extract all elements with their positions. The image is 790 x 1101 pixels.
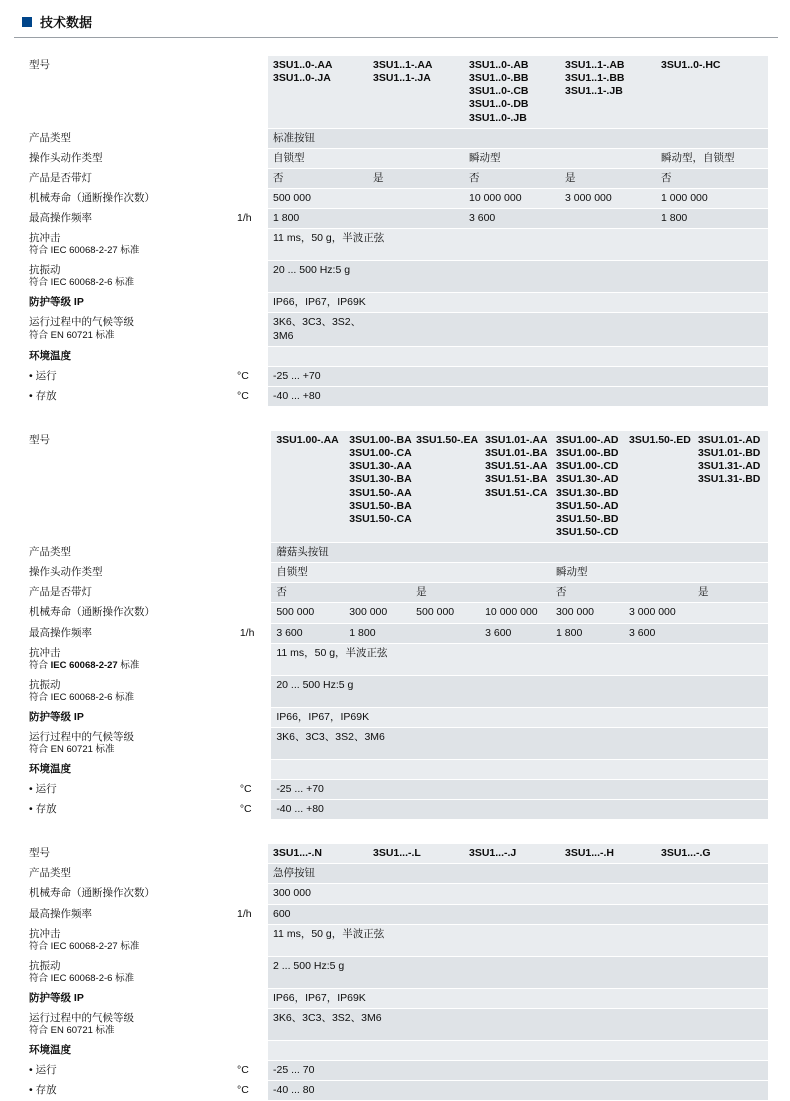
amb-temp-value (268, 346, 768, 366)
table-row-model (24, 56, 768, 128)
shock-label-std: IEC 60068-2-27 (50, 659, 118, 671)
row-label (24, 707, 235, 727)
shock-value: 11 ms，50 g，半波正弦 (271, 643, 768, 675)
max-freq-value: 1 800 (551, 623, 624, 643)
product-type-value: 标准按钮 (268, 128, 768, 148)
model-line: 3SU1.50-.EA (416, 434, 479, 446)
illuminated-value: 是 (560, 168, 656, 188)
row-label (24, 229, 232, 261)
row-label: 型号 (24, 844, 232, 864)
table-row-max-freq (24, 209, 768, 229)
actuator-value: 瞬动型 (464, 148, 656, 168)
row-label-line1: 抗冲击 (29, 646, 61, 659)
row-label (24, 956, 232, 988)
model-col-4 (560, 56, 656, 128)
row-label: 操作头动作类型 (24, 563, 235, 583)
row-label-line1: 抗振动 (29, 678, 61, 691)
illuminated-value: 否 (464, 168, 560, 188)
mech-life-value: 500 000 (411, 603, 480, 623)
spec-table-3-wrapper (24, 844, 768, 1101)
model-line: 3SU1..0-.JB (469, 111, 527, 124)
model-line: 3SU1..1-.AB (565, 59, 625, 71)
table-row-ip (24, 707, 768, 727)
row-label-line2: 符合 EN 60721 标准 (29, 329, 115, 341)
row-label (24, 988, 232, 1008)
row-label: • 运行 (24, 366, 232, 386)
row-unit (232, 293, 268, 313)
row-label (24, 313, 232, 346)
row-unit: °C (232, 1060, 268, 1080)
table-row-temp-operation (24, 779, 768, 799)
model-line: 3SU1.51-.AA (485, 460, 548, 473)
model-line: 3SU1.31-.BD (697, 473, 761, 486)
model-line: 3SU1.01-.BD (697, 447, 761, 460)
row-label-line1: 运行过程中的气候等级 (29, 1011, 134, 1024)
table-row-vibration (24, 261, 768, 293)
temp-storage-value: -40 ... 80 (268, 1081, 768, 1101)
ip-value: IP66，IP67，IP69K (268, 293, 768, 313)
row-label (24, 1040, 232, 1060)
model-col-1: 3SU1...-.N (268, 844, 368, 864)
model-line: 3SU1.00-.AA (276, 434, 339, 446)
mech-life-value: 3 000 000 (560, 189, 656, 209)
product-type-value: 蘑菇头按钮 (271, 543, 768, 563)
mech-life-value: 10 000 000 (464, 189, 560, 209)
row-unit (232, 1008, 268, 1040)
row-label-line1: 运行过程中的气候等级 (29, 730, 134, 743)
row-unit (235, 543, 271, 563)
spec-table-1-wrapper (24, 56, 768, 407)
vibration-value: 20 ... 500 Hz:5 g (268, 261, 768, 293)
row-label-line1: 抗冲击 (29, 927, 61, 940)
row-unit (232, 128, 268, 148)
row-label: 操作头动作类型 (24, 148, 232, 168)
mech-life-value: 500 000 (271, 603, 344, 623)
row-label-line2: 符合 IEC 60068-2-6 标准 (29, 277, 135, 289)
row-unit (232, 924, 268, 956)
model-line: 3SU1.01-.BA (485, 447, 548, 460)
max-freq-value: 1 800 (656, 209, 768, 229)
model-line: 3SU1..0-.HC (661, 59, 721, 71)
row-label-line1: 环境温度 (29, 762, 71, 775)
model-line: 3SU1.30-.BD (556, 486, 619, 499)
row-unit (232, 313, 268, 346)
max-freq-value: 3 600 (464, 209, 656, 229)
vibration-value: 2 ... 500 Hz:5 g (268, 956, 768, 988)
row-unit (232, 956, 268, 988)
climate-value (268, 313, 768, 346)
climate-value: 3K6、3C3、3S2、3M6 (268, 1008, 768, 1040)
model-line: 3SU1..0-.CB (469, 85, 529, 98)
row-label (24, 643, 235, 675)
model-line: 3SU1..1-.JB (565, 85, 623, 98)
illuminated-value: 否 (271, 583, 411, 603)
row-label: 型号 (24, 431, 235, 543)
spec-table-3 (24, 844, 768, 1101)
table-row-product-type (24, 128, 768, 148)
row-label: 最高操作频率 (24, 623, 235, 643)
row-label: • 运行 (24, 779, 235, 799)
row-unit (235, 759, 271, 779)
model-col-2 (368, 56, 464, 128)
model-line: 3SU1..0-.AB (469, 59, 529, 71)
table-row-product-type (24, 864, 768, 884)
table-row-climate (24, 313, 768, 346)
table-row-amb-temp (24, 759, 768, 779)
table-row-ip (24, 988, 768, 1008)
row-label (24, 261, 232, 293)
ip-value: IP66，IP67，IP69K (268, 988, 768, 1008)
table-row-temp-storage (24, 1081, 768, 1101)
row-label-line2: 符合 IEC 60068-2-6 标准 (29, 972, 135, 984)
row-unit: 1/h (232, 904, 268, 924)
row-label (24, 293, 232, 313)
model-line: 3SU1..1-.BB (565, 72, 625, 85)
row-label (24, 346, 232, 366)
table-row-product-type (24, 543, 768, 563)
model-col-5 (551, 431, 624, 543)
row-label-line2: 符合 EN 60721 标准 (29, 743, 115, 755)
row-label: • 存放 (24, 1081, 232, 1101)
model-col-1 (268, 56, 368, 128)
row-label-line1: 抗振动 (29, 959, 61, 972)
model-line: 3SU1.00-.BA (349, 434, 412, 446)
table-row-actuator (24, 148, 768, 168)
model-col-1 (271, 431, 344, 543)
model-col-6 (624, 431, 693, 543)
table-row-model (24, 844, 768, 864)
table-row-illuminated (24, 583, 768, 603)
model-line: 3SU1..0-.BB (469, 72, 529, 85)
max-freq-value: 1 800 (268, 209, 464, 229)
model-line: 3SU1.51-.CA (485, 486, 548, 499)
row-unit (232, 189, 268, 209)
row-unit (232, 346, 268, 366)
spec-table-1 (24, 56, 768, 407)
row-label-line1: 防护等级 IP (29, 296, 84, 309)
page-title-text: 技术数据 (40, 15, 93, 30)
mech-life-value: 300 000 (551, 603, 624, 623)
table-row-climate (24, 1008, 768, 1040)
row-label: • 存放 (24, 386, 232, 406)
table-row-vibration (24, 675, 768, 707)
spec-table-2-wrapper (24, 431, 768, 820)
model-line: 3SU1.31-.AD (697, 460, 761, 473)
model-col-5 (656, 56, 768, 128)
temp-operation-value: -25 ... +70 (271, 779, 768, 799)
row-label (24, 924, 232, 956)
model-line: 3SU1..0-.DB (469, 98, 529, 111)
row-unit (232, 988, 268, 1008)
row-unit (232, 864, 268, 884)
page-title (14, 6, 778, 38)
amb-temp-value (268, 1040, 768, 1060)
table-row-mech-life (24, 189, 768, 209)
row-unit (232, 261, 268, 293)
model-col-3 (464, 56, 560, 128)
row-unit (232, 56, 268, 128)
model-col-2 (344, 431, 411, 543)
temp-operation-value: -25 ... 70 (268, 1060, 768, 1080)
row-unit (232, 844, 268, 864)
row-label-line1: 环境温度 (29, 1043, 71, 1056)
table-row-amb-temp (24, 346, 768, 366)
mech-life-value: 3 000 000 (624, 603, 768, 623)
illuminated-value: 否 (656, 168, 768, 188)
row-label: 产品类型 (24, 128, 232, 148)
model-line: 3SU1.50-.ED (629, 434, 691, 446)
row-label-line1: 环境温度 (29, 349, 71, 362)
row-label-line1: 防护等级 IP (29, 710, 84, 723)
model-line: 3SU1.50-.CD (556, 525, 619, 538)
row-label: • 运行 (24, 1060, 232, 1080)
row-unit (235, 431, 271, 543)
row-unit (232, 168, 268, 188)
model-line: 3SU1.50-.BA (349, 499, 412, 512)
square-bullet-icon (22, 17, 32, 27)
model-line: 3SU1..0-.AA (273, 59, 333, 71)
row-label-line1: 抗振动 (29, 264, 61, 277)
model-line: 3SU1..1-.AA (373, 59, 433, 71)
mech-life-value: 300 000 (268, 884, 768, 904)
row-label: 机械寿命（通断操作次数） (24, 884, 232, 904)
table-row-temp-storage (24, 800, 768, 820)
model-col-7 (693, 431, 768, 543)
row-label: 机械寿命（通断操作次数） (24, 603, 235, 623)
illuminated-value: 是 (693, 583, 768, 603)
model-line: 3SU1.30-.BA (349, 473, 412, 486)
model-line: 3SU1.50-.AD (556, 499, 619, 512)
table-row-max-freq (24, 904, 768, 924)
climate-line: 3K6、3C3、3S2、 (273, 316, 362, 329)
table-row-actuator (24, 563, 768, 583)
row-unit (235, 583, 271, 603)
table-row-illuminated (24, 168, 768, 188)
table-row-temp-storage (24, 386, 768, 406)
actuator-value: 自锁型 (271, 563, 551, 583)
shock-label-pre: 符合 (29, 659, 51, 671)
mech-life-value: 300 000 (344, 603, 411, 623)
temp-operation-value: -25 ... +70 (268, 366, 768, 386)
row-label: 产品类型 (24, 543, 235, 563)
model-line: 3SU1.30-.AD (556, 473, 619, 486)
shock-value: 11 ms，50 g，半波正弦 (268, 229, 768, 261)
row-unit: °C (235, 800, 271, 820)
model-line: 3SU1.00-.CA (349, 447, 412, 460)
model-line: 3SU1.01-.AA (485, 434, 548, 446)
row-label-line2: 符合 IEC 60068-2-27 标准 (29, 245, 140, 257)
mech-life-value: 1 000 000 (656, 189, 768, 209)
row-unit (235, 563, 271, 583)
model-line: 3SU1..1-.JA (373, 72, 431, 85)
temp-storage-value: -40 ... +80 (268, 386, 768, 406)
table-row-vibration (24, 956, 768, 988)
row-unit: 1/h (235, 623, 271, 643)
product-type-value: 急停按钮 (268, 864, 768, 884)
illuminated-value: 是 (411, 583, 551, 603)
table-row-amb-temp (24, 1040, 768, 1060)
model-col-2: 3SU1...-.L (368, 844, 464, 864)
row-unit (232, 1040, 268, 1060)
row-label: 产品类型 (24, 864, 232, 884)
row-label (24, 727, 235, 759)
actuator-value: 瞬动型 (551, 563, 768, 583)
model-line: 3SU1.00-.AD (556, 434, 619, 446)
row-unit (235, 727, 271, 759)
temp-storage-value: -40 ... +80 (271, 800, 768, 820)
table-row-shock (24, 229, 768, 261)
model-col-3 (411, 431, 480, 543)
model-line: 3SU1.00-.BD (556, 447, 619, 460)
model-line: 3SU1.30-.AA (349, 460, 412, 473)
amb-temp-value (271, 759, 768, 779)
row-label: 最高操作频率 (24, 904, 232, 924)
row-label-line2: 符合 IEC 60068-2-6 标准 (29, 691, 135, 703)
mech-life-value: 500 000 (268, 189, 464, 209)
row-unit (232, 884, 268, 904)
row-unit: °C (232, 386, 268, 406)
model-line: 3SU1.51-.BA (485, 473, 548, 486)
table-row-climate (24, 727, 768, 759)
table-row-temp-operation (24, 1060, 768, 1080)
row-unit (232, 148, 268, 168)
actuator-value: 自锁型 (268, 148, 464, 168)
ip-value: IP66，IP67，IP69K (271, 707, 768, 727)
row-label-line2: 符合 IEC 60068-2-27 标准 (29, 940, 140, 952)
table-row-mech-life (24, 884, 768, 904)
row-label-line2 (29, 660, 230, 672)
illuminated-value: 是 (368, 168, 464, 188)
row-unit: °C (232, 1081, 268, 1101)
row-label (24, 675, 235, 707)
row-label: 机械寿命（通断操作次数） (24, 189, 232, 209)
row-unit: °C (235, 779, 271, 799)
model-line: 3SU1.01-.AD (697, 434, 761, 446)
model-line: 3SU1..0-.JA (273, 72, 331, 85)
row-unit: °C (232, 366, 268, 386)
spec-table-2 (24, 431, 768, 820)
row-label: 产品是否带灯 (24, 168, 232, 188)
row-unit: 1/h (232, 209, 268, 229)
mech-life-value: 10 000 000 (480, 603, 551, 623)
row-unit (235, 675, 271, 707)
model-line: 3SU1.00-.CD (556, 460, 619, 473)
row-label: 产品是否带灯 (24, 583, 235, 603)
row-label-line1: 防护等级 IP (29, 991, 84, 1004)
row-unit (232, 229, 268, 261)
table-row-model (24, 431, 768, 543)
climate-value: 3K6、3C3、3S2、3M6 (271, 727, 768, 759)
vibration-value: 20 ... 500 Hz:5 g (271, 675, 768, 707)
page (0, 6, 790, 1101)
max-freq-value: 3 600 (480, 623, 551, 643)
shock-value: 11 ms，50 g，半波正弦 (268, 924, 768, 956)
table-row-max-freq (24, 623, 768, 643)
max-freq-value: 600 (268, 904, 768, 924)
row-unit (235, 603, 271, 623)
max-freq-value: 3 600 (271, 623, 344, 643)
climate-line: 3M6 (273, 329, 294, 342)
row-label: 最高操作频率 (24, 209, 232, 229)
model-col-3: 3SU1...-.J (464, 844, 560, 864)
shock-label-post: 标准 (117, 659, 140, 671)
row-label-line1: 抗冲击 (29, 232, 61, 245)
max-freq-value: 3 600 (624, 623, 768, 643)
model-line: 3SU1.50-.AA (349, 486, 412, 499)
row-label: • 存放 (24, 800, 235, 820)
row-label (24, 759, 235, 779)
row-label: 型号 (24, 56, 232, 128)
actuator-value: 瞬动型，自锁型 (656, 148, 768, 168)
table-row-shock (24, 924, 768, 956)
table-row-shock (24, 643, 768, 675)
table-row-temp-operation (24, 366, 768, 386)
model-col-4: 3SU1...-.H (560, 844, 656, 864)
model-col-5: 3SU1...-.G (656, 844, 768, 864)
table-row-mech-life (24, 603, 768, 623)
model-line: 3SU1.50-.CA (349, 512, 412, 525)
model-line: 3SU1.50-.BD (556, 512, 619, 525)
row-unit (235, 707, 271, 727)
row-unit (235, 643, 271, 675)
row-label (24, 1008, 232, 1040)
illuminated-value: 否 (551, 583, 693, 603)
model-col-4 (480, 431, 551, 543)
table-row-ip (24, 293, 768, 313)
row-label-line1: 运行过程中的气候等级 (29, 316, 134, 329)
illuminated-value: 否 (268, 168, 368, 188)
row-label-line2: 符合 EN 60721 标准 (29, 1024, 115, 1036)
max-freq-value: 1 800 (344, 623, 480, 643)
